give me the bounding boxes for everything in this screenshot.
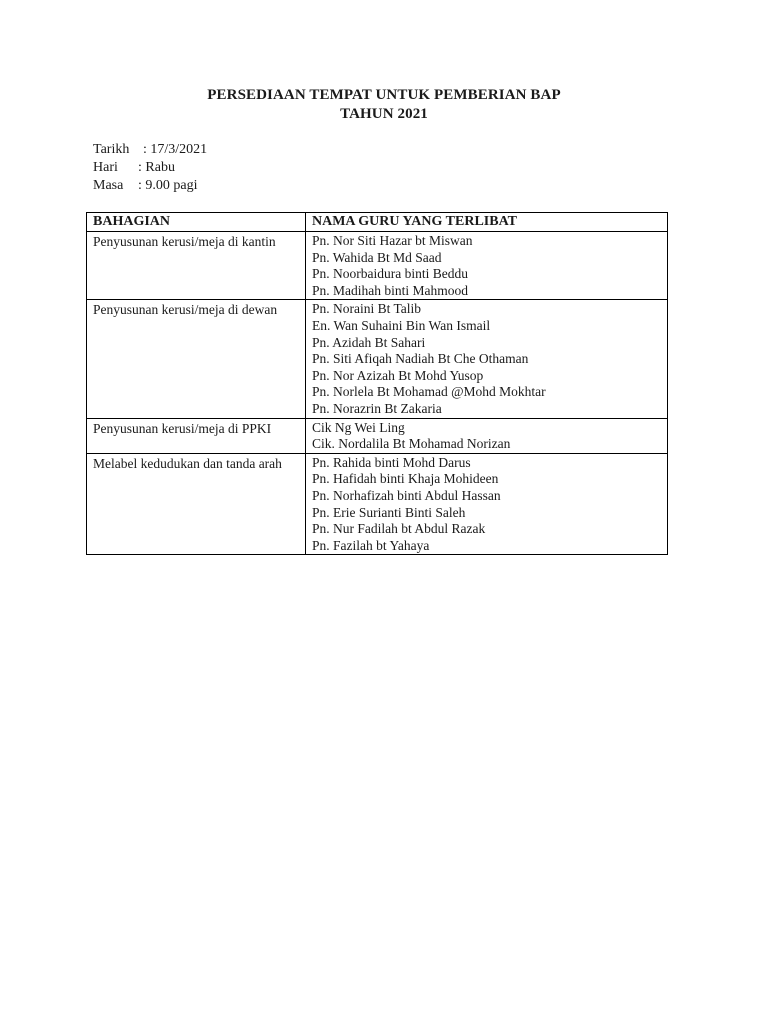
meta-tarikh-label: Tarikh: [93, 142, 130, 157]
document-subtitle-year: TAHUN 2021: [340, 106, 428, 122]
table-header-row: [87, 213, 668, 232]
assignment-table: [86, 212, 668, 555]
teacher-name: En. Wan Suhaini Bin Wan Ismail: [312, 317, 491, 333]
meta-hari-value: : Rabu: [138, 160, 175, 175]
teacher-name: Pn. Hafidah binti Khaja Mohideen: [312, 471, 499, 487]
names-cell: [306, 232, 668, 300]
teacher-name: Pn. Siti Afiqah Nadiah Bt Che Othaman: [312, 351, 529, 367]
document-title: PERSEDIAAN TEMPAT UNTUK PEMBERIAN BAP: [207, 87, 561, 103]
meta-masa-value: : 9.00 pagi: [138, 178, 198, 193]
table-row: [87, 300, 668, 418]
teacher-name: Pn. Noorbaidura binti Beddu: [312, 266, 468, 282]
meta-masa: [93, 177, 207, 195]
teacher-name: Pn. Madihah binti Mahmood: [312, 282, 468, 298]
teacher-name: Pn. Norhafizah binti Abdul Hassan: [312, 487, 501, 503]
table-row: [87, 418, 668, 453]
teacher-name: Pn. Rahida binti Mohd Darus: [312, 454, 471, 470]
teacher-name: Pn. Azidah Bt Sahari: [312, 334, 426, 350]
bahagian-cell: Penyusunan kerusi/meja di dewan: [87, 300, 306, 418]
names-cell: [306, 453, 668, 555]
teacher-name: Pn. Erie Surianti Binti Saleh: [312, 504, 466, 520]
names-cell: [306, 418, 668, 453]
meta-hari: [93, 159, 207, 177]
teacher-name: Pn. Nor Siti Hazar bt Miswan: [312, 233, 473, 248]
teacher-name: Pn. Nor Azizah Bt Mohd Yusop: [312, 367, 484, 383]
header-nama-guru: NAMA GURU YANG TERLIBAT: [306, 213, 668, 232]
bahagian-cell: Penyusunan kerusi/meja di PPKI: [87, 418, 306, 453]
names-cell: [306, 300, 668, 418]
teacher-name: Pn. Fazilah bt Yahaya: [312, 537, 430, 553]
header-bahagian: BAHAGIAN: [87, 213, 306, 232]
teacher-name: Pn. Wahida Bt Md Saad: [312, 249, 442, 265]
teacher-name: Pn. Norlela Bt Mohamad @Mohd Mokhtar: [312, 384, 546, 400]
teacher-name: Pn. Nur Fadilah bt Abdul Razak: [312, 521, 486, 537]
teacher-name: Cik. Nordalila Bt Mohamad Norizan: [312, 436, 511, 452]
teacher-name: Cik Ng Wei Ling: [312, 419, 405, 435]
teacher-name: Pn. Noraini Bt Talib: [312, 301, 422, 317]
table-row: [87, 232, 668, 300]
bahagian-cell: Penyusunan kerusi/meja di kantin: [87, 232, 306, 300]
bahagian-cell: Melabel kedudukan dan tanda arah: [87, 453, 306, 555]
teacher-name: Pn. Norazrin Bt Zakaria: [312, 400, 442, 416]
table-row: [87, 453, 668, 555]
meta-tarikh-value: : 17/3/2021: [143, 142, 208, 157]
meta-hari-label: Hari: [93, 160, 118, 175]
meta-block: [93, 141, 207, 195]
meta-tarikh: [93, 141, 207, 159]
meta-masa-label: Masa: [93, 178, 124, 193]
